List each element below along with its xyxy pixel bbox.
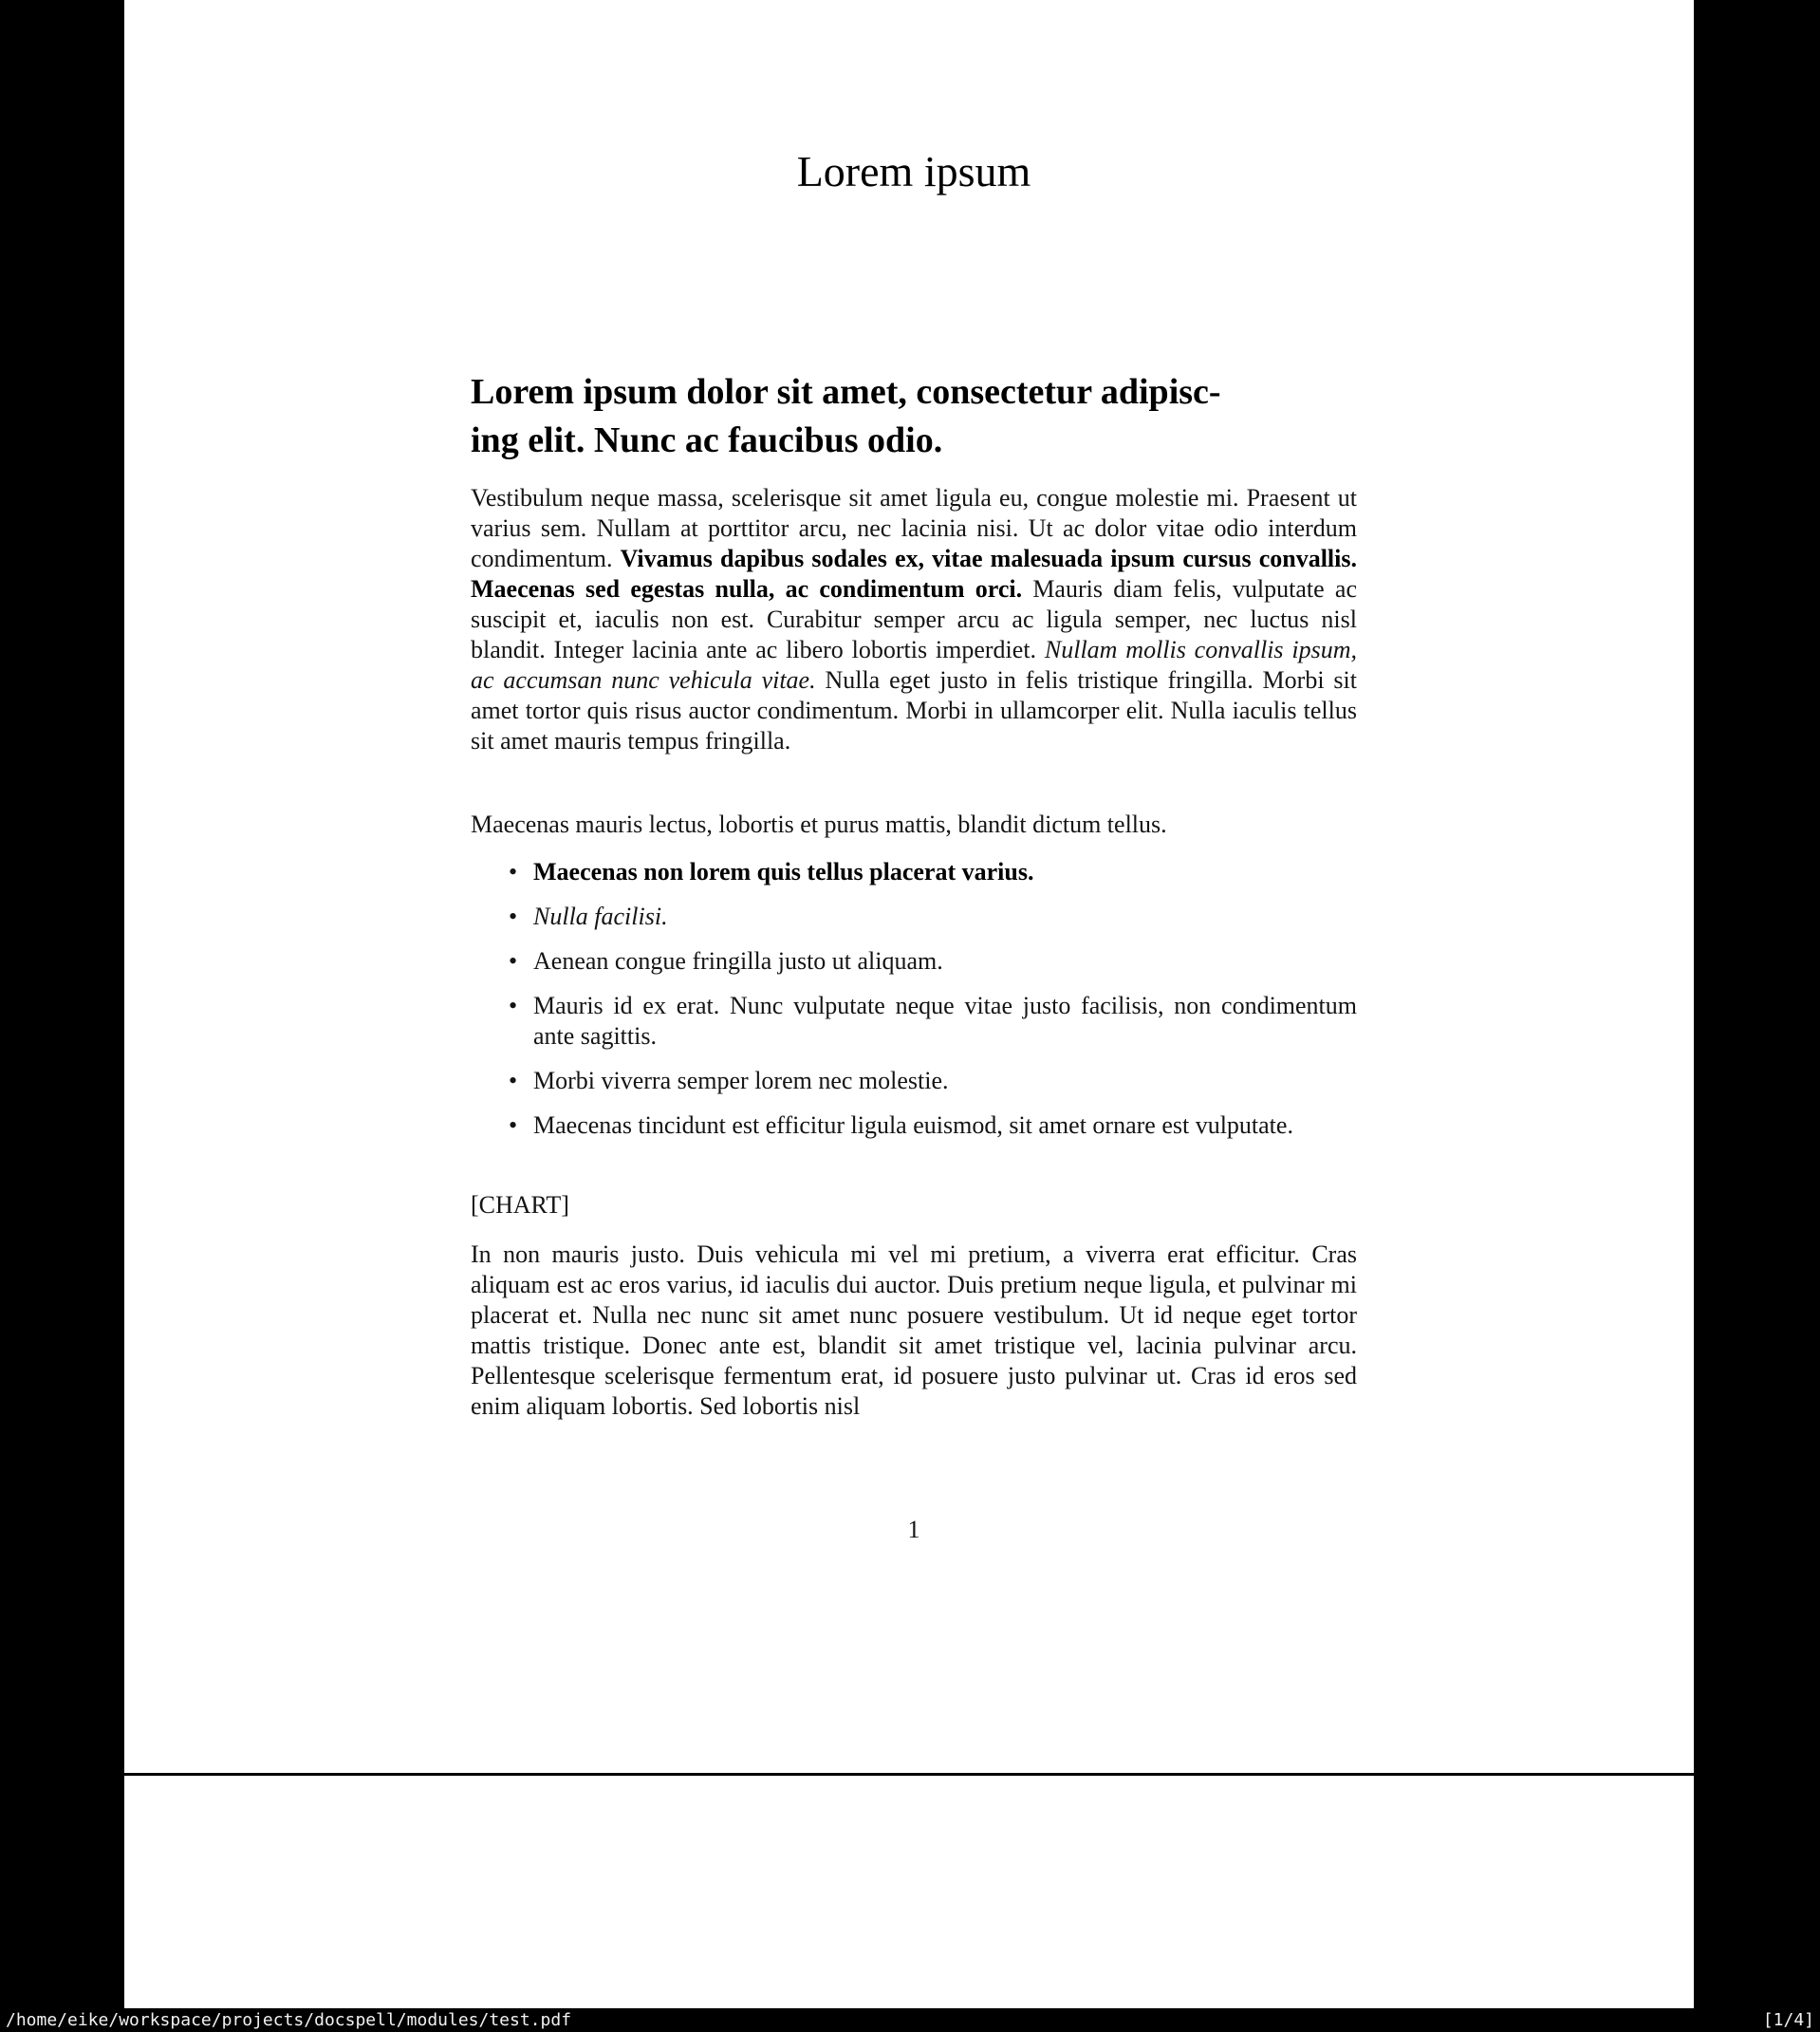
- list-item-text: Aenean congue fringilla justo ut aliquam.: [533, 947, 943, 975]
- statusbar: [0, 2008, 1820, 2032]
- pdf-page-2: [124, 1776, 1694, 2008]
- list-item: [471, 946, 1357, 977]
- section-heading-line: ing elit. Nunc ac faucibus odio.: [471, 420, 943, 460]
- paragraph-1: Vestibulum neque massa, scelerisque sit amet ligula eu, congue molestie mi. Praesent ut varius sem. Nullam at porttitor arcu, nec lacinia nisi. Ut ac dolor vitae odio interdum condimentum. Vivamus dapibus sodales ex, vitae malesuada ipsum cursus convallis. Maecenas sed egestas nulla, ac condimentum orci. Mauris diam felis, vulputate ac suscipit et, iaculis non est. Curabitur semper arcu ac ligula semper, nec luctus nisl blandit. Integer lacinia ante ac libero lobortis imperdiet. Nullam mollis convallis ipsum, ac accumsan nunc vehicula vitae. Nulla eget justo in felis tristique fringilla. Morbi sit amet tortor quis risus auctor condimentum. Morbi in ullamcorper elit. Nulla iaculis tellus sit amet mauris tempus fringilla.: [471, 484, 1358, 755]
- bullet-list-block: [471, 857, 1357, 1155]
- document-view[interactable]: [124, 0, 1694, 2008]
- bullet-list: [471, 857, 1357, 1141]
- list-item: [471, 1110, 1357, 1141]
- page-number: 1: [907, 1516, 920, 1543]
- list-item-text: Maecenas tincidunt est efficitur ligula euismod, sit amet ornare est vulputate.: [533, 1111, 1293, 1139]
- list-item-text: Maecenas non lorem quis tellus placerat varius.: [533, 858, 1034, 886]
- list-item-text: Nulla facilisi.: [533, 903, 668, 930]
- bullet-icon: •: [509, 1067, 518, 1094]
- document-title: Lorem ipsum: [796, 147, 1031, 196]
- paragraph-3: In non mauris justo. Duis vehicula mi vel mi pretium, a viverra erat efficitur. Cras aliquam est ac eros varius, id iaculis dui auctor. Duis pretium neque ligula, et pulvinar mi placerat et. Nulla nec nunc sit amet nunc posuere vestibulum. Ut id neque eget tortor mattis tristique. Donec ante est, blandit sit amet tristique vel, lacinia pulvinar arcu. Pellentesque scelerisque fermentum erat, id posuere justo pulvinar ut. Cras id eros sed enim aliquam lobortis. Sed lobortis nisl: [471, 1240, 1357, 1420]
- bullet-icon: •: [509, 947, 518, 975]
- list-item-text: Mauris id ex erat. Nunc vulputate neque vitae justo facilisis, non condimentum ante sagittis.: [533, 992, 1357, 1050]
- bullet-icon: •: [509, 1111, 518, 1139]
- list-item: [471, 1066, 1357, 1096]
- list-item-text: Morbi viverra semper lorem nec molestie.: [533, 1067, 949, 1094]
- list-item: [471, 857, 1357, 887]
- bullet-icon: •: [509, 858, 518, 886]
- chart-placeholder: [CHART]: [471, 1191, 569, 1219]
- section-heading-line: Lorem ipsum dolor sit amet, consectetur adipisc-: [471, 372, 1221, 412]
- statusbar-page-indicator: [1/4]: [1762, 2010, 1814, 2030]
- pdf-page-1: [124, 0, 1694, 1773]
- section-heading: [471, 368, 1357, 465]
- bullet-icon: •: [509, 992, 518, 1019]
- list-item: [471, 991, 1357, 1052]
- statusbar-file-path: /home/eike/workspace/projects/docspell/modules/test.pdf: [6, 2010, 572, 2030]
- list-item: [471, 902, 1357, 932]
- bullet-icon: •: [509, 903, 518, 930]
- paragraph-2: Maecenas mauris lectus, lobortis et purus mattis, blandit dictum tellus.: [471, 811, 1167, 838]
